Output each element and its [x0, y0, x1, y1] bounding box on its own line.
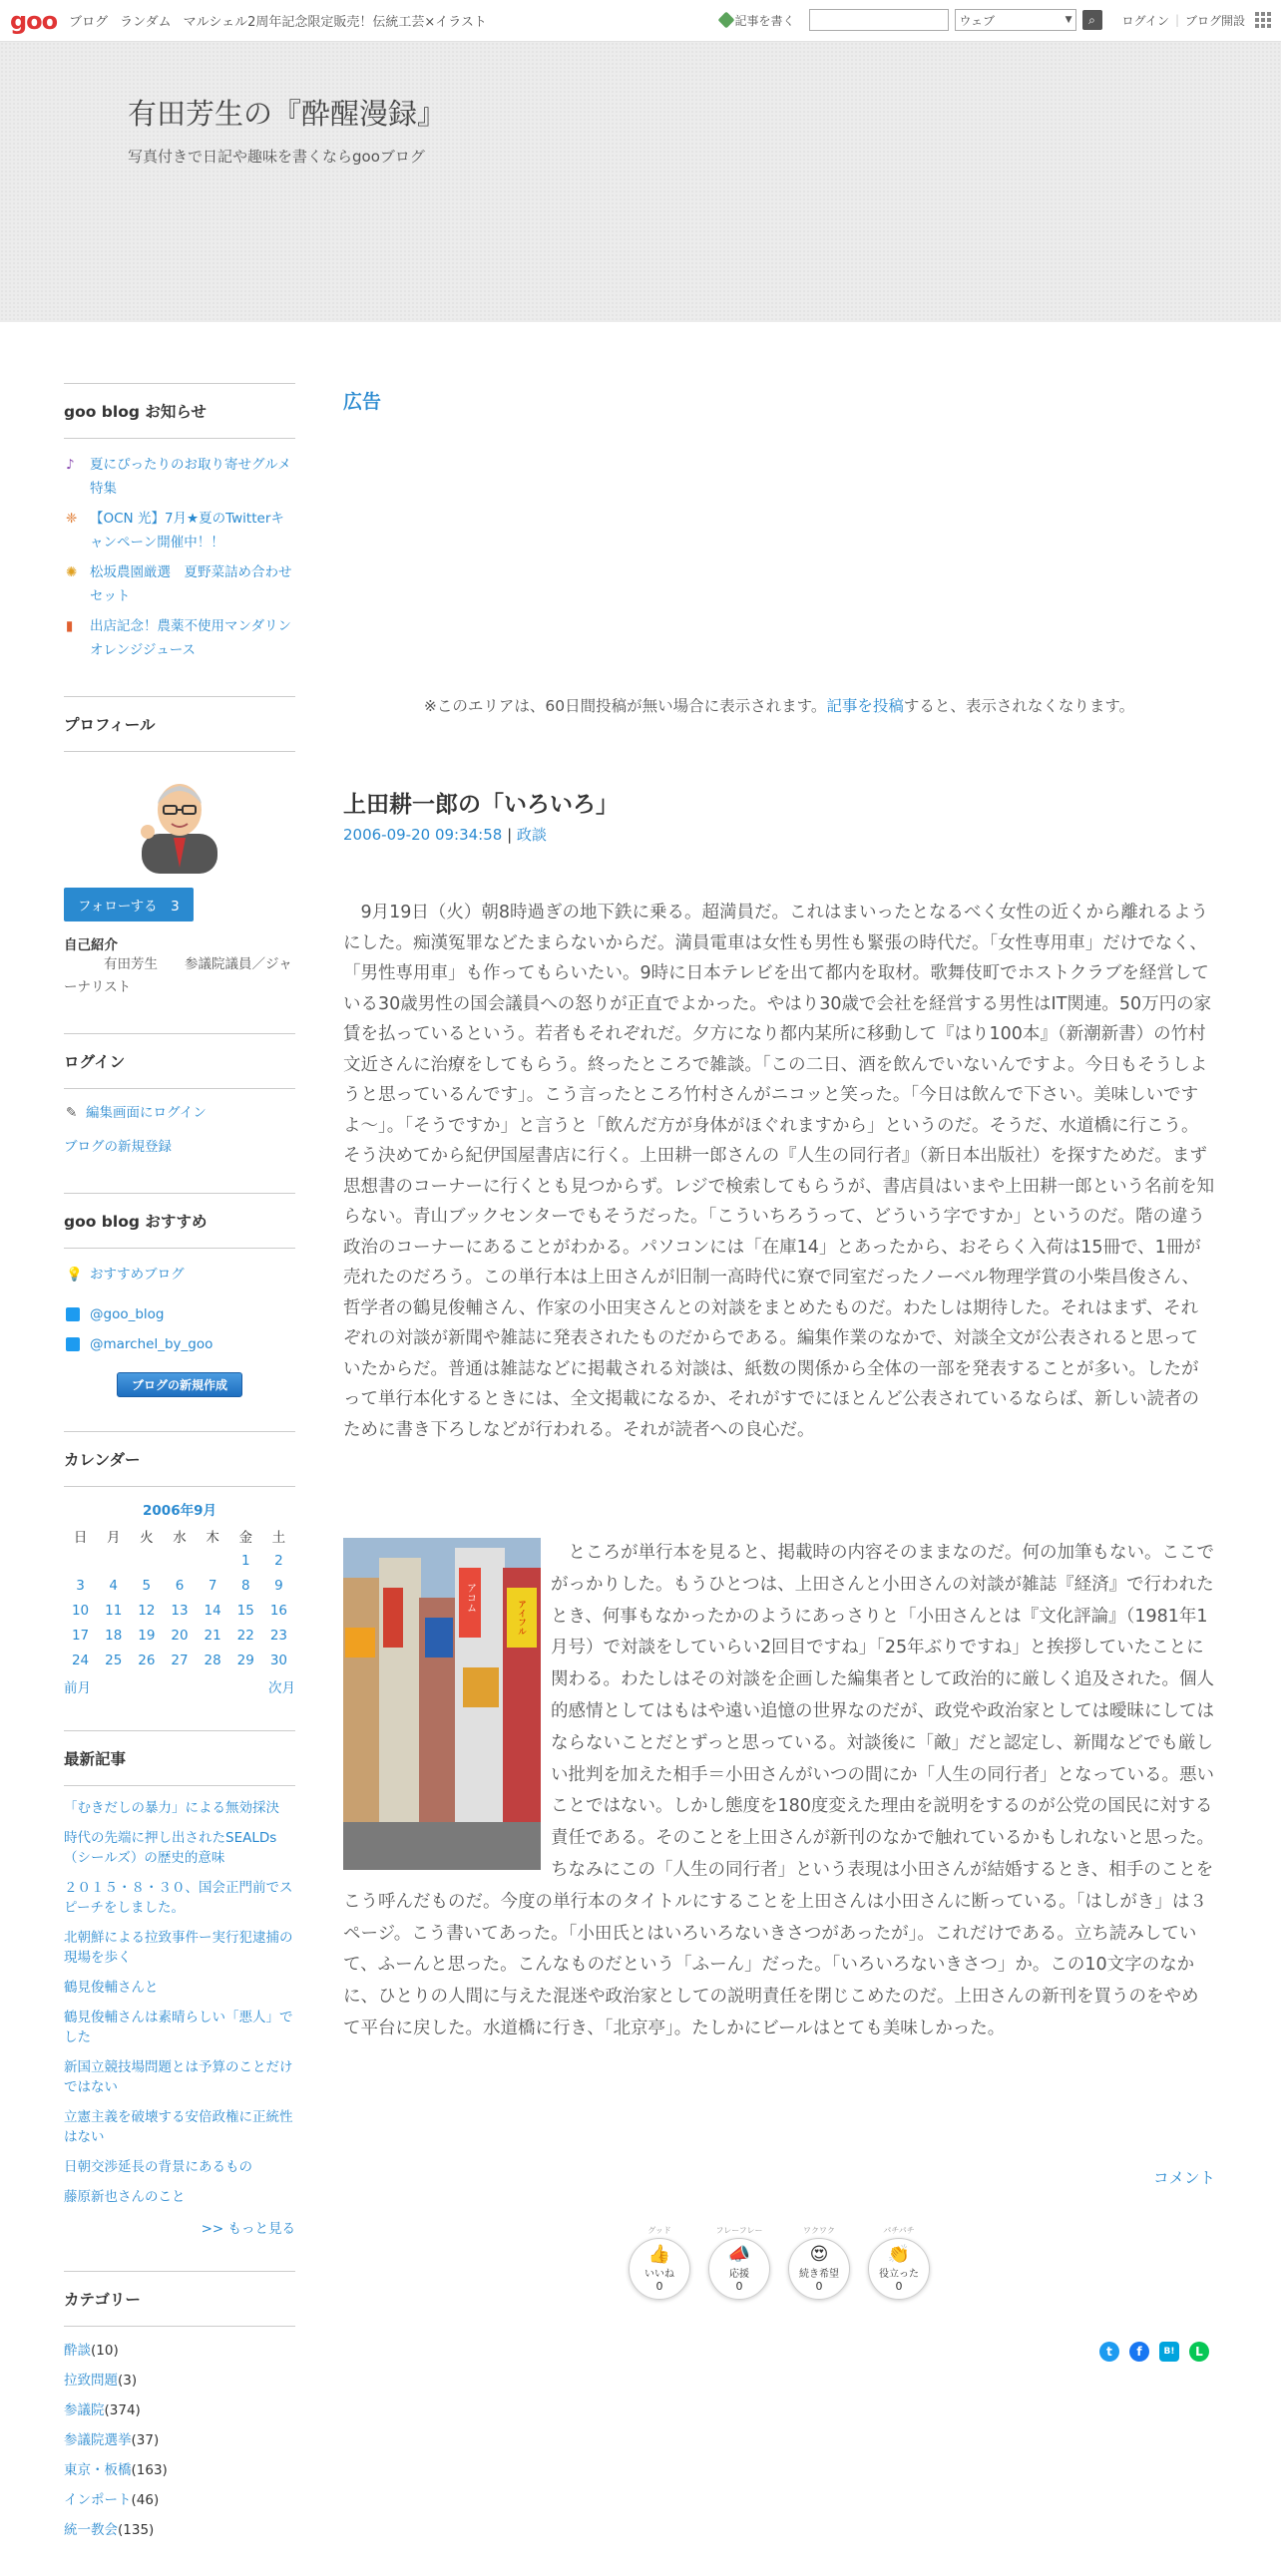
calendar-heading: カレンダー: [64, 1431, 295, 1487]
calendar-day[interactable]: 1: [240, 1552, 250, 1569]
recent-post-link[interactable]: 鶴見俊輔さんと: [64, 1980, 159, 1996]
calendar-day[interactable]: 15: [236, 1602, 254, 1619]
reaction-cheer-button[interactable]: [708, 2226, 770, 2300]
notice-item[interactable]: [64, 560, 295, 608]
calendar-day[interactable]: 18: [105, 1627, 123, 1644]
notice-section: [64, 383, 295, 662]
new-blog-register-link[interactable]: ブログの新規登録: [64, 1139, 172, 1155]
weekday: 月: [106, 1529, 121, 1546]
notice-link[interactable]: 夏にぴったりのお取り寄せグルメ特集: [90, 457, 291, 497]
weekday: 木: [206, 1529, 219, 1546]
write-post-link[interactable]: [720, 12, 795, 29]
calendar-day[interactable]: [197, 1548, 229, 1573]
reaction-count: 0: [655, 2280, 663, 2293]
intro-text: 有田芳生 参議院議員／ジャーナリスト: [64, 956, 292, 995]
music-note-icon: ♪: [66, 457, 75, 473]
login-heading: ログイン: [64, 1033, 295, 1089]
recent-post-link[interactable]: ２０１５・８・３０、国会正門前でスピーチをしました。: [64, 1880, 293, 1916]
recent-post-link[interactable]: 日朝交渉延長の背景にあるもの: [64, 2159, 252, 2175]
search-scope-value: ウェブ: [959, 13, 996, 28]
category-link[interactable]: 酔談: [64, 2343, 91, 2359]
category-count: (10): [91, 2343, 119, 2359]
calendar-day[interactable]: 23: [269, 1627, 288, 1644]
category-link[interactable]: 参議院: [64, 2402, 105, 2418]
thumbs-up-icon: 👍: [647, 2244, 671, 2265]
weekday: 水: [173, 1529, 187, 1546]
category-link[interactable]: 東京・板橋: [64, 2462, 132, 2478]
goo-logo[interactable]: goo: [10, 6, 58, 35]
reaction-count: 0: [815, 2280, 823, 2293]
marchel-twitter-link[interactable]: @marchel_by_goo: [90, 1336, 214, 1352]
category-count: (163): [131, 2462, 168, 2478]
write-post-label: 記事を書く: [734, 13, 795, 28]
calendar-day[interactable]: 20: [171, 1627, 189, 1644]
article-photo[interactable]: [343, 1538, 541, 1870]
article-title[interactable]: 上田耕一郎の「いろいろ」: [343, 792, 619, 818]
category-link[interactable]: 参議院選挙: [64, 2432, 132, 2448]
clap-icon: 👏: [887, 2244, 911, 2265]
meta-separator: |: [502, 826, 517, 844]
recent-post-item[interactable]: [64, 2008, 295, 2047]
post-article-link[interactable]: 記事を投稿: [826, 697, 904, 715]
article-date[interactable]: 2006-09-20 09:34:58: [343, 826, 503, 844]
recommend-item[interactable]: [64, 1302, 295, 1326]
recent-post-item[interactable]: [64, 2187, 295, 2207]
calendar-prev-link[interactable]: 前月: [64, 1680, 91, 1696]
category-link[interactable]: インポート: [64, 2492, 132, 2508]
recent-post-link[interactable]: 鶴見俊輔さんは素晴らしい「悪人」でした: [64, 2010, 293, 2045]
ad-note-text: ※このエリアは、60日間投稿が無い場合に表示されます。: [423, 697, 827, 715]
recommend-section: [64, 1193, 295, 1397]
calendar-day[interactable]: [163, 1548, 196, 1573]
open-blog-link[interactable]: ブログ開設: [1184, 13, 1245, 28]
follow-button[interactable]: [64, 888, 194, 921]
calendar-day[interactable]: 10: [71, 1602, 90, 1619]
search-input[interactable]: [809, 9, 949, 31]
ad-note: [343, 694, 1215, 716]
reaction-label: いいね: [644, 2269, 674, 2280]
profile-section: [64, 696, 295, 999]
recent-post-link[interactable]: 立憲主義を破壊する安倍政権に正統性はない: [64, 2109, 293, 2145]
article-paragraph: ところが単行本を見ると、掲載時の内容そのままなのだ。何の加筆もない。ここでがっかりした。もうひとつは、上田さんと小田さんの対談が雑誌『経済』で行われたとき、何事もなかったかのようにあっさりと「小田さんとは『文化評論』（1981年1月号）で対談をしていらい2回目ですね」「25年ぶりですね」と挨拶していたことに関わる。わたしはその対談を企画した編集者として政治的に厳しく追及された。個人的感情としてはもはや遠い追憶の世界なのだが、政党や政治家としては曖昧にしてはならないことだとずっと思っている。対談後に「敵」だと認定し、新聞などでも厳しい批判を加えた相手＝小田さんがいつの間にか「人生の同行者」となっている。悪いことではない。しかし態度を180度変えた理由を説明をするのが公党の国民に対する責任である。そのことを上田さんが新刊のなかで触れているかもしれないと思った。ちなみにこの「人生の同行者」という表現は小田さんが結婚するとき、相手のことをこう呼んだものだ。今度の単行本のタイトルにすることを上田さんは小田さんに断っている。「はしがき」は３ページ。こう書いてあった。「小田氏とはいろいろないきさつがあったが」。これだけである。立ち読みしていて、ふーんと思った。こんなものだという「ふーん」だった。「いろいろないきさつ」か。この10文字のなかに、ひとりの人間に与えた混迷や政治家としての説明責任を閉じこめたのだ。上田さんの新刊を買うのをやめて平台に戻した。水道橋に行き、「北京亭」。たしかにビールはとても美味しかった。: [343, 1543, 1214, 2038]
sparkle-icon: ❈: [66, 511, 78, 527]
twitter-icon: [66, 1332, 80, 1356]
more-posts-link[interactable]: >> もっと見る: [201, 2221, 295, 2237]
notice-link[interactable]: 出店記念！農薬不使用マンダリンオレンジジュース: [90, 618, 291, 658]
calendar-day[interactable]: 30: [269, 1652, 288, 1668]
calendar-day[interactable]: 8: [240, 1577, 250, 1594]
calendar-day[interactable]: 16: [269, 1602, 288, 1619]
goo-blog-twitter-link[interactable]: @goo_blog: [90, 1306, 165, 1322]
recent-post-item[interactable]: [64, 1928, 295, 1968]
pencil-icon: [717, 12, 734, 29]
reaction-label: 応援: [729, 2269, 749, 2280]
reaction-like-button[interactable]: [629, 2226, 690, 2300]
search-icon: ⌕: [1088, 12, 1095, 27]
recent-posts-section: [64, 1730, 295, 2237]
twitter-share-icon[interactable]: t: [1099, 2342, 1119, 2362]
calendar-day[interactable]: 9: [274, 1577, 283, 1594]
editor-login-link[interactable]: 編集画面にログイン: [86, 1105, 207, 1121]
category-item[interactable]: [64, 2518, 295, 2542]
reaction-label: 役立った: [879, 2269, 919, 2280]
calendar-day[interactable]: [130, 1548, 163, 1573]
recent-post-item[interactable]: [64, 1798, 295, 1818]
category-section: [64, 2271, 295, 2542]
recommend-item[interactable]: [64, 1263, 295, 1287]
create-blog-button[interactable]: ブログの新規作成: [117, 1372, 242, 1397]
calendar-week: [64, 1573, 295, 1598]
top-bar: [0, 0, 1281, 42]
share-buttons: [1099, 2342, 1209, 2362]
line-share-icon[interactable]: L: [1189, 2342, 1209, 2362]
login-section: [64, 1033, 295, 1159]
recent-post-item[interactable]: [64, 1828, 295, 1868]
category-item[interactable]: [64, 2488, 295, 2512]
recent-post-link[interactable]: 北朝鮮による拉致事件ー実行犯逮捕の現場を歩く: [64, 1930, 293, 1966]
grid-menu-icon[interactable]: [1255, 12, 1271, 28]
notice-link[interactable]: 松坂農園厳選 夏野菜詰め合わせセット: [90, 564, 292, 604]
calendar-day[interactable]: 3: [76, 1577, 85, 1594]
reaction-ruby: ワクワク: [803, 2226, 835, 2235]
avatar[interactable]: [134, 776, 225, 874]
calendar-day[interactable]: [64, 1548, 97, 1573]
category-item[interactable]: [64, 2428, 295, 2452]
category-count: (3): [118, 2373, 138, 2389]
calendar-month: 2006年9月: [143, 1503, 216, 1519]
reaction-count: 0: [895, 2280, 903, 2293]
reaction-count: 0: [735, 2280, 743, 2293]
ad-note-text: すると、表示されなくなります。: [903, 697, 1135, 715]
calendar-day[interactable]: 27: [171, 1652, 189, 1668]
reaction-more-button[interactable]: [788, 2226, 850, 2300]
calendar-day[interactable]: 13: [171, 1602, 189, 1619]
nav-random[interactable]: ランダム: [120, 15, 172, 30]
notice-heading: goo blog お知らせ: [64, 383, 295, 439]
calendar-day[interactable]: 12: [138, 1602, 156, 1619]
weekday: 日: [73, 1529, 88, 1546]
pencil-icon: ✎: [66, 1105, 78, 1121]
sidebar: [64, 383, 295, 2576]
calendar-day[interactable]: 7: [208, 1577, 217, 1594]
heart-eyes-icon: 😍: [809, 2244, 829, 2265]
intro-label: 自己紹介: [64, 937, 118, 953]
ad-heading: 広告: [343, 391, 382, 413]
calendar-week: [64, 1623, 295, 1648]
weekday: 金: [238, 1529, 253, 1546]
recent-post-item[interactable]: [64, 1878, 295, 1918]
calendar-day[interactable]: 24: [71, 1652, 90, 1668]
recent-post-item[interactable]: [64, 1978, 295, 1998]
recommend-item[interactable]: [64, 1332, 295, 1356]
nav-marchel-promo[interactable]: マルシェル2周年記念限定販売！伝統工芸×イラスト: [183, 15, 487, 30]
recent-posts-heading: 最新記事: [64, 1730, 295, 1786]
calendar-weekday-row: [64, 1523, 295, 1548]
category-item[interactable]: [64, 2398, 295, 2422]
calendar-day[interactable]: 25: [105, 1652, 123, 1668]
calendar-day[interactable]: 5: [142, 1577, 152, 1594]
calendar-day[interactable]: 21: [204, 1627, 221, 1644]
calendar-section: [64, 1431, 295, 1696]
recommend-heading: goo blog おすすめ: [64, 1193, 295, 1249]
calendar-week: [64, 1598, 295, 1623]
category-count: (135): [118, 2522, 155, 2538]
weekday: 土: [271, 1529, 286, 1546]
recent-post-link[interactable]: 藤原新也さんのこと: [64, 2189, 186, 2205]
reaction-ruby: パチパチ: [883, 2226, 915, 2235]
photo-sign-text: アイフル: [516, 1600, 526, 1636]
calendar-day[interactable]: 4: [109, 1577, 118, 1594]
recent-post-item[interactable]: [64, 2157, 295, 2177]
recent-post-item[interactable]: [64, 2107, 295, 2147]
calendar-day[interactable]: 14: [204, 1602, 221, 1619]
reaction-buttons: [629, 2226, 930, 2300]
top-right-tools: [720, 9, 1271, 31]
profile-heading: プロフィール: [64, 696, 295, 752]
recent-post-link[interactable]: 新国立競技場問題とは予算のことだけではない: [64, 2059, 293, 2095]
article-category-link[interactable]: 政談: [516, 826, 547, 844]
category-link[interactable]: 拉致問題: [64, 2373, 118, 2389]
calendar-day[interactable]: 28: [204, 1652, 221, 1668]
category-count: (37): [131, 2432, 160, 2448]
category-heading: カテゴリー: [64, 2271, 295, 2327]
blog-description: 写真付きで日記や趣味を書くならgooブログ: [128, 148, 425, 166]
recent-post-item[interactable]: [64, 2057, 295, 2097]
facebook-share-icon[interactable]: f: [1129, 2342, 1149, 2362]
category-link[interactable]: 統一教会: [64, 2522, 118, 2538]
calendar-day[interactable]: 26: [138, 1652, 156, 1668]
calendar-week: [64, 1648, 295, 1672]
notice-item[interactable]: [64, 614, 295, 662]
follow-label: フォローする: [78, 899, 158, 915]
notice-link[interactable]: 【OCN 光】7月★夏のTwitterキャンペーン開催中！！: [90, 511, 284, 551]
login-item[interactable]: [64, 1101, 295, 1125]
twitter-icon: [66, 1302, 80, 1326]
hatena-share-icon[interactable]: B!: [1159, 2342, 1179, 2362]
main-content: [343, 383, 1215, 2359]
calendar-day[interactable]: 19: [138, 1627, 156, 1644]
search-scope-select[interactable]: [955, 9, 1076, 31]
calendar-day[interactable]: 11: [105, 1602, 123, 1619]
category-item[interactable]: [64, 2369, 295, 2392]
calendar-next-link[interactable]: 次月: [268, 1680, 295, 1696]
calendar-week: [64, 1548, 295, 1573]
notice-item[interactable]: [64, 507, 295, 554]
photo-sign-text: アコム: [464, 1583, 476, 1613]
recent-post-link[interactable]: 時代の先端に押し出されたSEALDs（シールズ）の歴史的意味: [64, 1830, 277, 1866]
category-count: (374): [104, 2402, 141, 2418]
chevron-down-icon: ▼: [1065, 15, 1072, 25]
divider: |: [1174, 13, 1179, 27]
login-link[interactable]: ログイン: [1121, 13, 1169, 28]
article-paragraph: 9月19日（火）朝8時過ぎの地下鉄に乗る。超満員だ。これはまいったとなるべく女性の近くから離れるようにした。痴漢冤罪などたまらないからだ。満員電車は女性も男性も緊張の時代だ。「女性専用車」だけでなく、「男性専用車」も作ってもらいたい。9時に日本テレビを出て都内を取材。歌舞伎町でホストクラブを経営している30歳男性の国会議員への怒りが正直でよかった。やはり30歳で会社を経営する男性はIT関連。50万円の家賃を払っているという。若者もそれぞれだ。夕方になり都内某所に移動して『はり100本』（新潮新書）の竹村文近さんに治療をしてもらう。終ったところで雑談。「この二日、酒を飲んでいないんですよ。今日もそうしようと思っているんです」。こう言ったところ竹村さんがニコッと笑った。「今日は飲んで下さい。美味しいですよ～」。「そうですか」と言うと「飲んだ方が身体がほぐれますから」というのだ。そうだ、水道橋に行こう。そう決めてから紀伊国屋書店に行く。上田耕一郎さんの『人生の同行者』（新日本出版社）を探すためだ。まず思想書のコーナーに行くとも見つからず。レジで検索してもらうが、書店員はいまや上田耕一郎という名前を知らない。青山ブックセンターでもそうだった。「こういちろうって、どういう字ですか」というのだ。階の違う政治のコーナーにあることがわかる。パソコンには「在庫14」とあったから、おそらく入荷は15冊で、1冊が売れたのだろう。この単行本は上田さんが旧制一高時代に寮で同室だったノーベル物理学賞の小柴昌俊さん、哲学者の鶴見俊輔さん、作家の小田実さんとの対談をまとめたものだ。わたしは期待した。それはまず、それぞれの対談が新聞や雑誌に発表されたものだからである。編集作業のなかで、対談全文が公表されると思っていたからだ。普通は雑誌などに掲載される対談は、紙数の関係から全体の一部を発表することが多い。したがって単行本化するときには、全文掲載になるか、それがすでにほとんど公表されているならば、新しい読者のために書き下ろしなどが行われる。それが読者への良心だ。: [343, 903, 1215, 1440]
calendar-table: [64, 1523, 295, 1672]
login-item[interactable]: [64, 1135, 295, 1159]
article-meta: [343, 824, 547, 845]
reaction-ruby: グッド: [647, 2226, 671, 2235]
category-item[interactable]: [64, 2458, 295, 2482]
follow-count: 3: [171, 899, 180, 915]
calendar-day[interactable]: [97, 1548, 130, 1573]
search-button[interactable]: [1082, 10, 1102, 30]
article-paragraph-block: [343, 1538, 1215, 2045]
calendar-day[interactable]: 22: [236, 1627, 254, 1644]
recommend-blog-link[interactable]: おすすめブログ: [90, 1267, 185, 1283]
flower-icon: ✺: [66, 564, 78, 580]
weekday: 火: [140, 1529, 154, 1546]
reaction-label: 続き希望: [799, 2269, 839, 2280]
juice-icon: ▮: [66, 618, 74, 634]
calendar-day[interactable]: 17: [71, 1627, 90, 1644]
reaction-ruby: フレーフレー: [715, 2226, 763, 2235]
comment-link[interactable]: コメント: [1152, 2169, 1215, 2187]
megaphone-icon: 📣: [727, 2244, 751, 2265]
notice-item[interactable]: [64, 453, 295, 501]
blog-header: [0, 42, 1281, 322]
blog-title[interactable]: 有田芳生の『酔醒漫録』: [128, 97, 447, 131]
category-count: (46): [131, 2492, 160, 2508]
bulb-icon: 💡: [66, 1267, 83, 1283]
calendar-day[interactable]: 29: [236, 1652, 254, 1668]
calendar-day[interactable]: 2: [274, 1552, 283, 1569]
recent-post-link[interactable]: 「むきだしの暴力」による無効採決: [64, 1800, 279, 1816]
category-item[interactable]: [64, 2339, 295, 2363]
nav-blog[interactable]: ブログ: [69, 15, 109, 30]
calendar-day[interactable]: 6: [175, 1577, 185, 1594]
reaction-helpful-button[interactable]: [868, 2226, 930, 2300]
